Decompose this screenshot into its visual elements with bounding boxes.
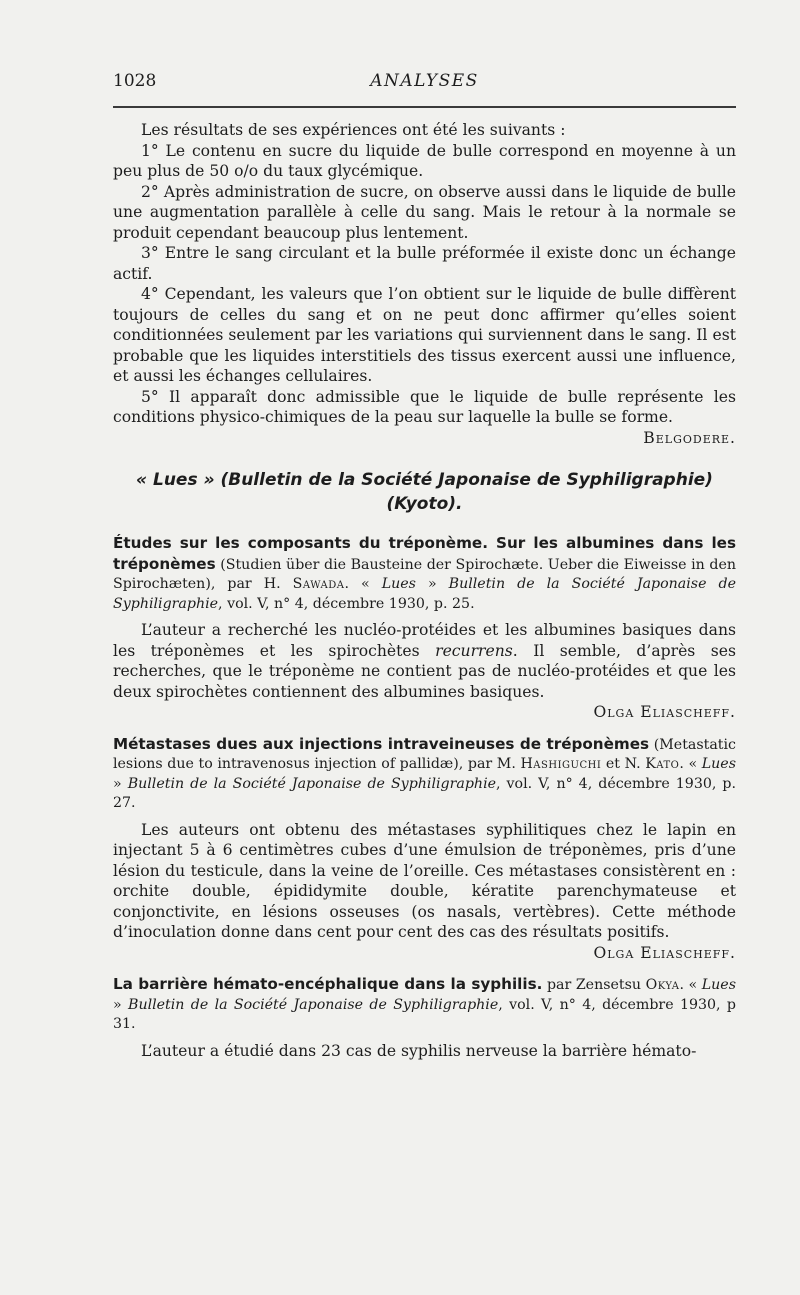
- abstract-entry-3: [113, 975, 736, 1061]
- section-heading: [133, 468, 716, 516]
- entry-2-bulletin: Bulletin de la Société Japonaise de Syphiligraphie: [127, 775, 497, 792]
- entry-2-reference: [113, 735, 736, 814]
- entry-2-ref-and: et N.: [601, 756, 646, 772]
- entry-3-author: Okya: [645, 977, 680, 993]
- entry-3-title: La barrière hémato-encéphalique dans la syphilis.: [113, 975, 543, 993]
- entry-2-signature: Olga Eliascheff.: [593, 943, 736, 962]
- intro-lead: Les résultats de ses expériences ont été les suivants :: [141, 121, 566, 139]
- intro-signature: Belgodere.: [643, 428, 736, 447]
- entry-1-bulletin: Bulletin de la Société Japonaise de Syphiligraphie: [113, 576, 736, 612]
- section-title: (Bulletin de la Société Japonaise de Syphiligraphie) (Kyoto).: [220, 470, 713, 514]
- entry-1-title: Études sur les composants du tréponème. Sur les albumines dans les tréponèmes: [113, 534, 736, 573]
- entry-1-signature: Olga Eliascheff.: [593, 703, 736, 721]
- section-journal: Lues: [152, 470, 198, 490]
- entry-2-journal: Lues: [701, 756, 736, 772]
- entry-1-text-italic: recurrens: [435, 641, 513, 660]
- intro-point-2: 2° Après administration de sucre, on observe aussi dans le liquide de bulle une augmentation parallèle à celle du sang. Mais le retour à la normale se produit cependant beaucoup plus lentement.: [113, 182, 736, 242]
- entry-2-title: Métastases dues aux injections intraveineuses de tréponèmes: [113, 734, 650, 753]
- entry-3-ref-tail: , vol. V, n° 4, décembre 1930, p 31.: [113, 996, 736, 1032]
- entry-1-text: [113, 620, 736, 702]
- article-body: [113, 120, 736, 1061]
- section-quote-open: «: [136, 470, 153, 490]
- intro-point-1: 1° Le contenu en sucre du liquide de bulle correspond en moyenne à un peu plus de 50 o/o du taux glycémique.: [113, 141, 736, 180]
- entry-1-reference: [113, 534, 736, 614]
- entry-1-text-a: L’auteur a recherché les nucléo-protéides et les albumines basiques dans les tréponèmes et les spirochètes: [113, 621, 736, 660]
- intro-point-4: 4° Cependant, les valeurs que l’on obtient sur le liquide de bulle diffèrent toujours de celles du sang et on ne peut donc affirmer qu’elles soient conditionnées seulement par les variations qui surviennent dans le sang. Il est probable que les liquides interstitiels des tissus exercent aussi une influence, et aussi les échanges cellulaires.: [113, 285, 736, 385]
- entry-2-ref-sep2: »: [113, 775, 128, 792]
- section-quote-close: »: [197, 470, 221, 490]
- entry-1-journal: Lues: [381, 576, 416, 592]
- entry-1-ref-text: (Studien über die Bausteine der Spirochæte. Ueber die Eiweisse in den Spirochæten), par H.: [113, 556, 736, 592]
- entry-2-text: Les auteurs ont obtenu des métastases syphilitiques chez le lapin en injectant 5 à 6 centimètres cubes d’une émulsion de tréponèmes, pris d’une lésion du testicule, dans la veine de l’oreille. Ces métastases consistèrent en : orchite double, épididymite double, kératite parenchymateuse et conjonctivite, en lésions osseuses (os nasals, vertèbres). Cette méthode d’inoculation donne dans cent pour cent des cas des résultats positifs.: [113, 820, 736, 941]
- entry-3-reference: [113, 975, 736, 1035]
- entry-3-ref-text: par Zensetsu: [542, 977, 646, 993]
- entry-1-ref-sep: . «: [344, 576, 382, 592]
- entry-2-author: Hashiguchi: [520, 756, 602, 772]
- entry-3-text: L’auteur a étudié dans 23 cas de syphilis nerveuse la barrière hémato-: [141, 1041, 697, 1060]
- entry-2-ref-tail: , vol. V, n° 4, décembre 1930, p. 27.: [113, 775, 737, 811]
- abstract-entry-1: [113, 534, 736, 723]
- entry-3-bulletin: Bulletin de la Société Japonaise de Syphiligraphie: [128, 996, 499, 1013]
- entry-2-ref-sep: . «: [679, 756, 702, 772]
- entry-3-ref-sep: . «: [679, 977, 702, 993]
- header-rule: [113, 106, 736, 108]
- entry-1-author: Sawada: [292, 576, 345, 592]
- intro-point-3: 3° Entre le sang circulant et la bulle préformée il existe donc un échange actif.: [113, 244, 736, 283]
- entry-2-author-2: Kato: [645, 756, 680, 772]
- intro-point-5: 5° Il apparaît donc admissible que le liquide de bulle représente les conditions physico-chimiques de la peau sur laquelle la bulle se forme.: [113, 387, 736, 426]
- entry-2-ref-text: (Metastatic lesions due to intravenosus injection of pallidæ), par M.: [113, 736, 736, 772]
- page-number: 1028: [113, 71, 157, 91]
- entry-1-ref-sep2: »: [415, 576, 449, 592]
- entry-3-journal: Lues: [701, 977, 736, 993]
- running-header: [113, 71, 736, 95]
- abstract-entry-2: [113, 735, 736, 964]
- entry-1-text-b: . Il semble, d’après ses recherches, que le tréponème ne contient pas de nucléo-protéides et que les deux spirochètes contiennent des albumines basiques.: [113, 641, 736, 701]
- entry-3-ref-sep2: »: [113, 996, 129, 1013]
- running-title: ANALYSES: [370, 71, 479, 91]
- entry-1-ref-tail: , vol. V, n° 4, décembre 1930, p. 25.: [218, 595, 475, 612]
